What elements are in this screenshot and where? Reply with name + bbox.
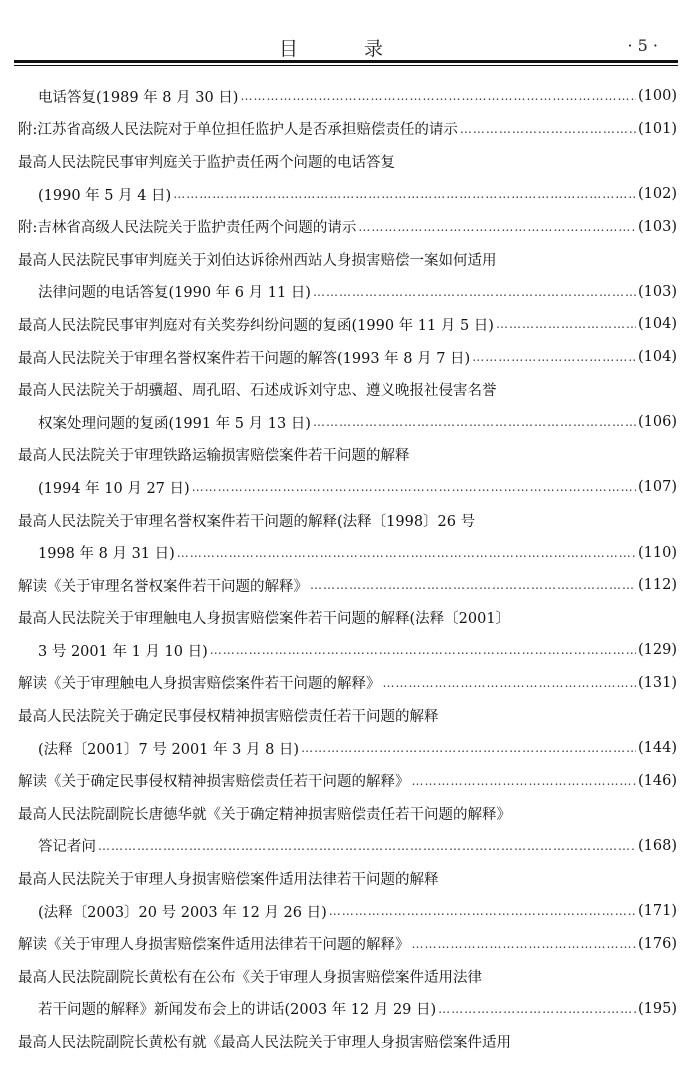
toc-entry-title: 解读《关于审理人身损害赔偿案件适用法律若干问题的解释》	[18, 937, 410, 954]
toc-leader-dots	[460, 122, 636, 136]
header-page-number: · 5 ·	[627, 36, 658, 55]
toc-entry-title: 最高人民法院关于审理名誉权案件若干问题的解答(1993 年 8 月 7 日)	[18, 350, 471, 367]
toc-entry	[18, 145, 677, 178]
toc-entry-page: (102)	[638, 186, 677, 203]
toc-entry-title: 最高人民法院副院长唐德华就《关于确定精神损害赔偿责任若干问题的解释》	[18, 806, 511, 823]
toc-entry	[18, 797, 677, 830]
page-header	[14, 30, 678, 66]
toc-entry	[18, 406, 677, 439]
toc-entry-page: (176)	[638, 935, 677, 952]
toc-entry-title: (1994 年 10 月 27 日)	[38, 480, 190, 497]
toc-leader-dots	[192, 480, 636, 494]
toc-entry-page: (100)	[638, 88, 677, 105]
toc-entry	[18, 308, 677, 341]
toc-entry-title: 最高人民法院关于审理名誉权案件若干问题的解释(法释〔1998〕26 号	[18, 513, 476, 530]
toc-entry-page: (195)	[638, 1000, 677, 1017]
toc-entry-page: (146)	[638, 772, 677, 789]
header-title: 目 录	[278, 38, 414, 60]
toc-entry	[18, 634, 677, 667]
toc-leader-dots	[98, 839, 636, 853]
toc-entry-page: (168)	[638, 837, 677, 854]
toc-entry-title: 附:江苏省高级人民法院对于单位担任监护人是否承担赔偿责任的请示	[18, 122, 458, 139]
toc-entry	[18, 732, 677, 765]
toc-entry	[18, 862, 677, 895]
toc-leader-dots	[329, 904, 636, 918]
header-rule-thick	[14, 60, 678, 63]
toc-entry	[18, 569, 677, 602]
toc-entry	[18, 993, 677, 1026]
toc-entry-page: (106)	[638, 414, 677, 431]
toc-entry-title: 最高人民法院民事审判庭关于刘伯达诉徐州西站人身损害赔偿一案如何适用	[18, 252, 497, 269]
toc-entry-page: (103)	[638, 283, 677, 300]
toc-entry-title: 最高人民法院民事审判庭关于监护责任两个问题的电话答复	[18, 154, 395, 171]
toc-entry-page: (103)	[638, 218, 677, 235]
toc-entry-title: 最高人民法院关于审理触电人身损害赔偿案件若干问题的解释(法释〔2001〕	[18, 611, 511, 628]
toc-leader-dots	[310, 578, 636, 592]
toc-entry-page: (171)	[638, 903, 677, 920]
toc-entry	[18, 471, 677, 504]
toc-leader-dots	[240, 89, 636, 103]
toc-leader-dots	[438, 1002, 636, 1016]
toc-entry-title: 最高人民法院民事审判庭对有关奖券纠纷问题的复函(1990 年 11 月 5 日)	[18, 317, 494, 334]
toc-entry-page: (104)	[638, 349, 677, 366]
toc-entry-page: (129)	[638, 642, 677, 659]
toc-entry-title: 最高人民法院关于审理铁路运输损害赔偿案件若干问题的解释	[18, 448, 410, 465]
toc-entry	[18, 178, 677, 211]
toc-entry-title: 答记者问	[38, 839, 96, 856]
toc-entry-title: 若干问题的解释》新闻发布会上的讲话(2003 年 12 月 29 日)	[38, 1002, 437, 1019]
toc-leader-dots	[383, 676, 637, 690]
toc-entry-title: 最高人民法院关于胡骥超、周孔昭、石述成诉刘守忠、遵义晚报社侵害名誉	[18, 383, 497, 400]
toc-entry	[18, 602, 677, 635]
toc-leader-dots	[412, 937, 637, 951]
toc-entry-title: 附:吉林省高级人民法院关于监护责任两个问题的请示	[18, 220, 357, 237]
header-rule-thin	[14, 65, 678, 66]
toc-entry-title: 最高人民法院关于确定民事侵权精神损害赔偿责任若干问题的解释	[18, 709, 439, 726]
toc-entry-title: 解读《关于审理名誉权案件若干问题的解释》	[18, 578, 308, 595]
toc-entry-page: (110)	[638, 544, 677, 561]
toc-entry	[18, 243, 677, 276]
toc-leader-dots	[472, 350, 636, 364]
toc-entry	[18, 80, 677, 113]
toc-entry-title: (法释〔2003〕20 号 2003 年 12 月 26 日)	[38, 904, 327, 921]
toc-entry	[18, 439, 677, 472]
toc-entry	[18, 536, 677, 569]
toc-entry	[18, 504, 677, 537]
toc-leader-dots	[358, 220, 636, 234]
toc-entry-title: 1998 年 8 月 31 日)	[38, 546, 175, 563]
toc-leader-dots	[496, 317, 636, 331]
toc-entry	[18, 210, 677, 243]
toc-entry-title: 法律问题的电话答复(1990 年 6 月 11 日)	[38, 285, 311, 302]
toc-entry-title: 权案处理问题的复函(1991 年 5 月 13 日)	[38, 415, 311, 432]
toc-entry-title: (法释〔2001〕7 号 2001 年 3 月 8 日)	[38, 741, 300, 758]
toc-leader-dots	[177, 546, 636, 560]
toc-entry-title: 最高人民法院副院长黄松有就《最高人民法院关于审理人身损害赔偿案件适用	[18, 1035, 511, 1052]
toc-entry	[18, 895, 677, 928]
toc-entry	[18, 276, 677, 309]
toc-leader-dots	[412, 774, 637, 788]
toc-entry-title: (1990 年 5 月 4 日)	[38, 187, 172, 204]
toc-entry	[18, 113, 677, 146]
toc-entry	[18, 373, 677, 406]
toc-entry-title: 解读《关于审理触电人身损害赔偿案件若干问题的解释》	[18, 676, 381, 693]
toc-entry	[18, 341, 677, 374]
toc-leader-dots	[313, 285, 636, 299]
toc-entry-page: (131)	[638, 674, 677, 691]
toc-entry-title: 3 号 2001 年 1 月 10 日)	[38, 643, 208, 660]
toc-leader-dots	[313, 415, 636, 429]
toc-leader-dots	[173, 187, 636, 201]
toc-entry	[18, 960, 677, 993]
toc-entry-title: 最高人民法院关于审理人身损害赔偿案件适用法律若干问题的解释	[18, 872, 439, 889]
toc-entry-title: 电话答复(1989 年 8 月 30 日)	[38, 89, 239, 106]
toc-entry	[18, 927, 677, 960]
toc-leader-dots	[301, 741, 636, 755]
toc-entry	[18, 830, 677, 863]
toc-entry-page: (107)	[638, 479, 677, 496]
toc-entry	[18, 699, 677, 732]
toc-entry-title: 解读《关于确定民事侵权精神损害赔偿责任若干问题的解释》	[18, 774, 410, 791]
toc-entry-page: (104)	[638, 316, 677, 333]
toc-entry-page: (101)	[638, 120, 677, 137]
toc-entry	[18, 667, 677, 700]
table-of-contents	[18, 80, 677, 1058]
toc-entry	[18, 764, 677, 797]
toc-entry-title: 最高人民法院副院长黄松有在公布《关于审理人身损害赔偿案件适用法律	[18, 969, 482, 986]
toc-entry	[18, 1025, 677, 1058]
toc-entry-page: (112)	[638, 577, 677, 594]
toc-entry-page: (144)	[638, 740, 677, 757]
toc-leader-dots	[210, 643, 636, 657]
